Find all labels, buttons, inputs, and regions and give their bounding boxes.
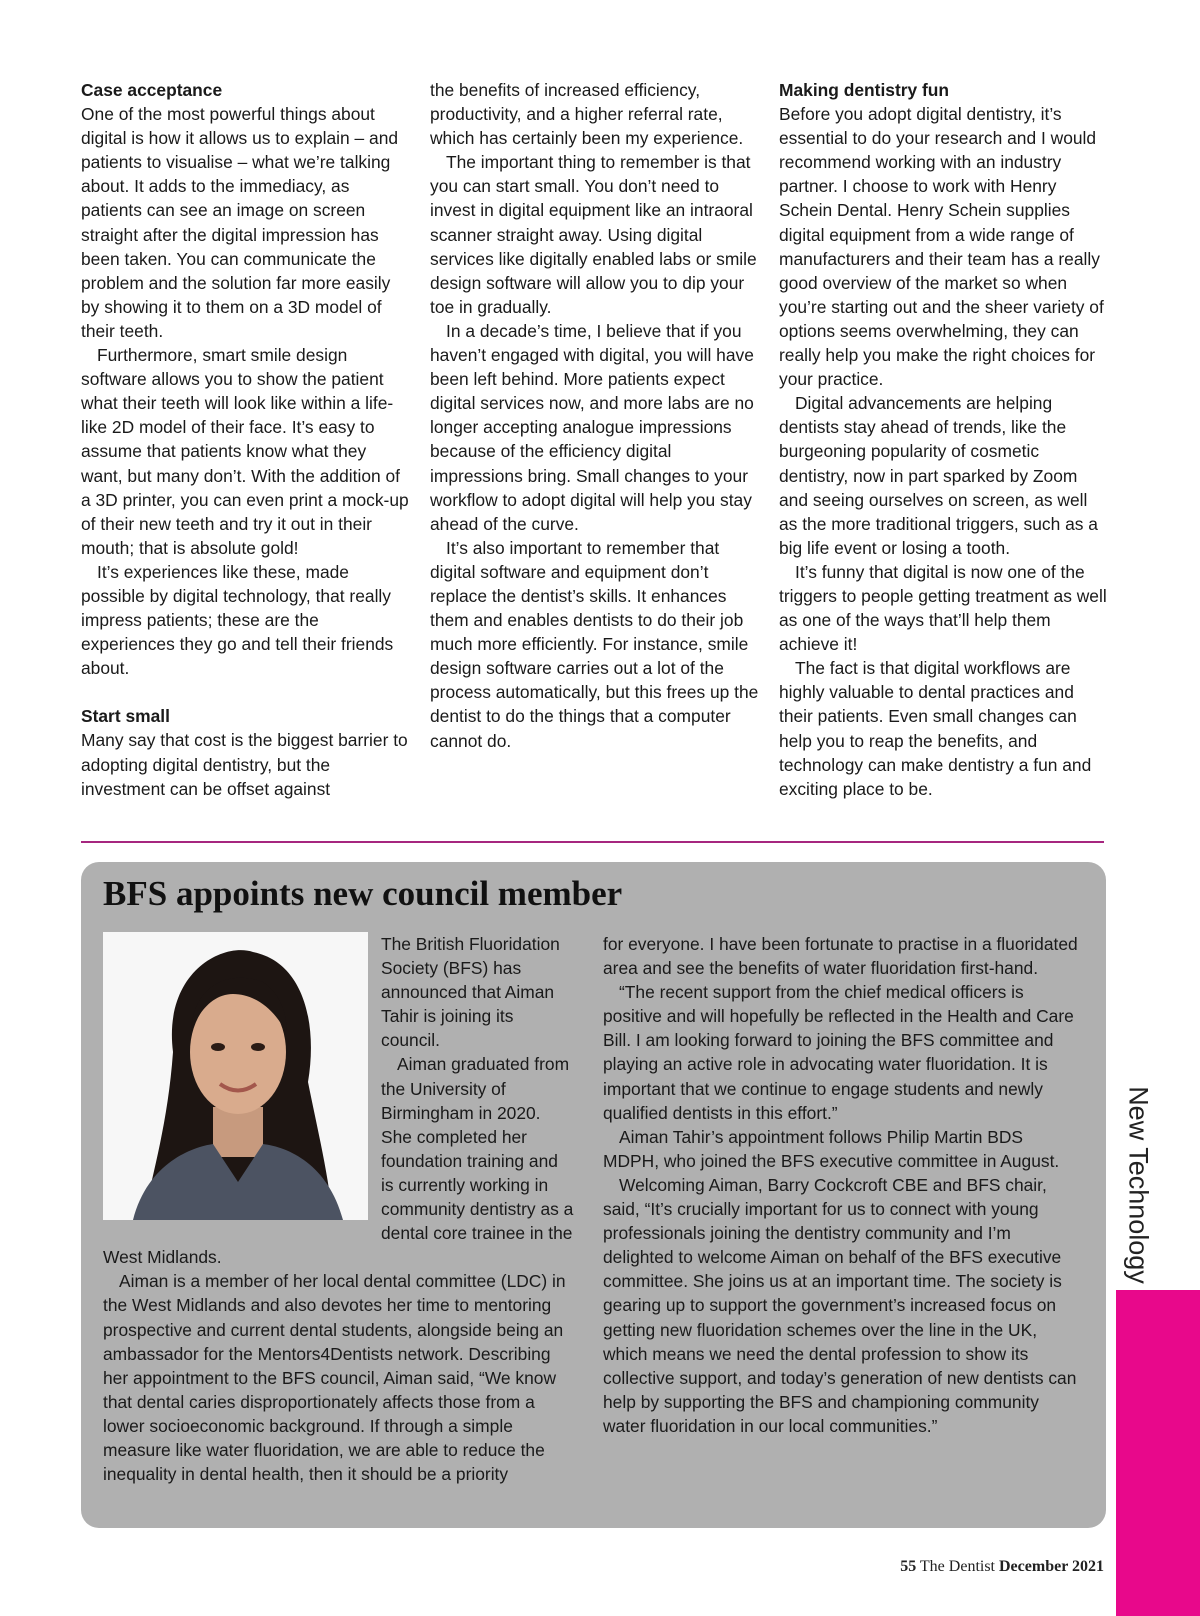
paragraph: It’s also important to remember that digital software and equipment don’t replace the dentist’s skills. It enhances them and enables dentists to do their job much more efficiently. For instance, smile design software carries out a lot of the process automatically, but this frees up the dentist to do the things that a computer cannot do. [430, 537, 759, 751]
paragraph: Welcoming Aiman, Barry Cockcroft CBE and BFS chair, said, “It’s crucially important for us to connect with young professionals joining the dentistry community and I’m delighted to welcome Aiman on behalf of the BFS executive committee. She joins us at an important time. The society is gearing up to support the government’s increased focus on getting new fluoridation schemes over the line in the UK, which means we need the dental profession to show its collective support, and today’s generation of new dentists can help by supporting the BFS and championing community water fluoridation in our local communities.” [603, 1174, 1077, 1436]
paragraph: “The recent support from the chief medical officers is positive and will hopefully be reflected in the Health and Care Bill. I am looking forward to joining the BFS committee and playing an active role in advocating water fluoridation. It is important that we continue to engage students and newly qualified dentists in this effort.” [603, 982, 1074, 1123]
article-column-1 [81, 78, 411, 801]
news-right-column [603, 932, 1083, 1438]
paragraph: for everyone. I have been fortunate to practise in a fluoridated area and see the benefits of water fluoridation first-hand. [603, 934, 1078, 979]
news-title: BFS appoints new council member [103, 874, 623, 913]
article-column-3 [779, 78, 1109, 801]
page-number: 55 [900, 1558, 917, 1575]
publication-name: The Dentist [919, 1558, 995, 1575]
page-footer [900, 1558, 1104, 1576]
section-tab [1116, 1290, 1200, 1616]
paragraph: Digital advancements are helping dentists stay ahead of trends, like the burgeoning popularity of cosmetic dentistry, now in part sparked by Zoom and seeing ourselves on screen, as well as the more traditional triggers, such as a big life event or losing a tooth. [779, 393, 1098, 558]
paragraph: The British Fluoridation Society (BFS) has announced that Aiman Tahir is joining its council. [381, 934, 560, 1051]
paragraph: Aiman Tahir’s appointment follows Philip Martin BDS MDPH, who joined the BFS executive committee in August. [603, 1126, 1060, 1171]
news-left-column [103, 932, 575, 1486]
heading-making-dentistry-fun: Making dentistry fun [779, 80, 950, 100]
section-label-text: New Technology [1123, 1086, 1154, 1284]
paragraph: Furthermore, smart smile design software allows you to show the patient what their teeth will look like within a life-like 2D model of their face. It’s easy to assume that patients know what they want, but many don’t. With the addition of a 3D printer, you can even print a mock-up of their new teeth and try it out in their mouth; that is absolute gold! [81, 345, 409, 558]
paragraph: Aiman graduated from the University of Birmingham in 2020. She completed her foundation training and is currently working in community dentistry as a dental core trainee in the West Midlands. [103, 1054, 574, 1268]
paragraph: It’s experiences like these, made possible by digital technology, that really impress patients; these are the experiences they go and tell their friends about. [81, 561, 394, 679]
paragraph: The fact is that digital workflows are highly valuable to dental practices and their patients. Even small changes can help you to reap the benefits, and technology can make dentistry a fun and exciting place to be. [779, 658, 1092, 799]
paragraph: Aiman is a member of her local dental committee (LDC) in the West Midlands and also devotes her time to mentoring prospective and current dental students, alongside being an ambassador for the Mentors4Dentists network. Describing her appointment to the BFS council, Aiman said, “We know that dental caries disproportionately affects those from a lower socioeconomic background. If through a simple measure like water fluoridation, we are able to reduce the inequality in dental health, then it should be a priority [103, 1271, 566, 1485]
paragraph: Before you adopt digital dentistry, it’s essential to do your research and I would recommend working with an industry partner. I choose to work with Henry Schein Dental. Henry Schein supplies digital equipment from a wide range of manufacturers and their team has a really good overview of the market so when you’re starting out and the sheer variety of options seems overwhelming, they can really help you make the right choices for your practice. [779, 104, 1104, 390]
paragraph: It’s funny that digital is now one of the triggers to people getting treatment as well as one of the ways that’ll help them achieve it! [779, 561, 1107, 655]
paragraph: the benefits of increased efficiency, productivity, and a higher referral rate, which has certainly been my experience. [430, 80, 744, 149]
section-divider [81, 841, 1104, 843]
section-label [1108, 1086, 1168, 1284]
paragraph: One of the most powerful things about digital is how it allows us to explain – and patients to visualise – what we’re talking about. It adds to the immediacy, as patients can see an image on screen straight after the digital impression has been taken. You can communicate the problem and the solution far more easily by showing it to them on a 3D model of their teeth. [81, 104, 399, 341]
paragraph: In a decade’s time, I believe that if you haven’t engaged with digital, you will have been left behind. More patients expect digital services now, and more labs are no longer accepting analogue impressions because of the efficiency digital impressions bring. Small changes to your workflow to adopt digital will help you stay ahead of the curve. [430, 320, 754, 534]
paragraph: Many say that cost is the biggest barrier to adopting digital dentistry, but the investment can be offset against [81, 730, 408, 799]
spacer [81, 680, 411, 704]
heading-case-acceptance: Case acceptance [81, 80, 223, 100]
news-box [81, 862, 1106, 1528]
article-column-2 [430, 78, 760, 753]
paragraph: The important thing to remember is that you can start small. You don’t need to invest in digital equipment like an intraoral scanner straight away. Using digital services like digitally enabled labs or smile design software will allow you to dip your toe in gradually. [430, 152, 757, 317]
issue-date: December 2021 [999, 1558, 1104, 1575]
heading-start-small: Start small [81, 706, 170, 727]
